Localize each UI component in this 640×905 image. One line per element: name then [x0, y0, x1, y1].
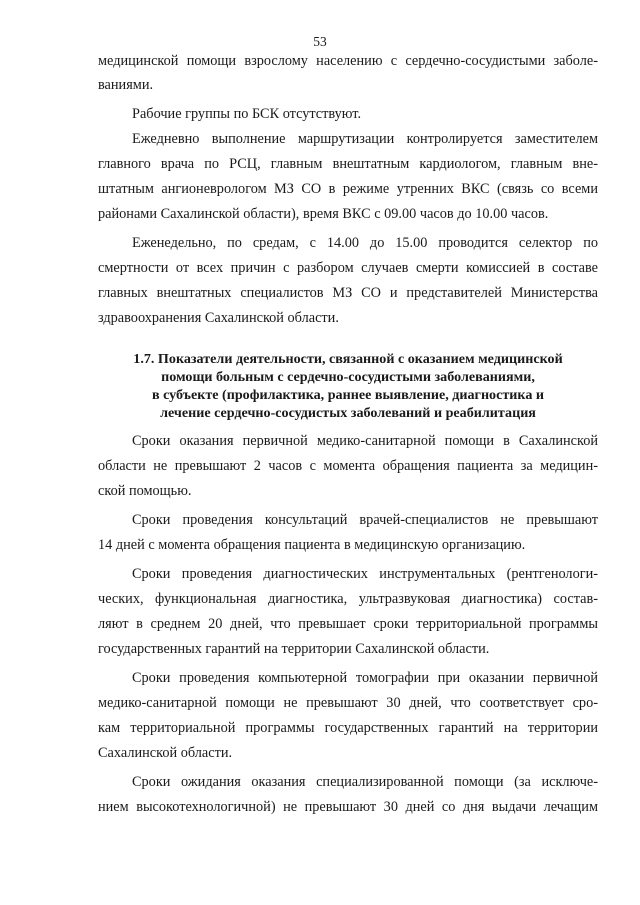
- text-line: кам территориальной программы государственных гарантий на территории: [98, 720, 598, 736]
- text-line: Ежедневно выполнение маршрутизации контролируется заместителем: [132, 131, 598, 147]
- text-line: главных внештатных специалистов МЗ СО и представителей Министерства: [98, 285, 598, 301]
- text-line: 14 дней с момента обращения пациента в медицинскую организацию.: [98, 537, 526, 553]
- text-line: Сахалинской области.: [98, 745, 233, 761]
- section-heading-line: 1.7. Показатели деятельности, связанной с оказанием медицинской: [133, 351, 563, 367]
- text-line: государственных гарантий на территории Сахалинской области.: [98, 641, 490, 657]
- text-line: Рабочие группы по БСК отсутствуют.: [132, 106, 362, 122]
- text-line: ческих, функциональная диагностика, ультразвуковая диагностика) состав-: [98, 591, 598, 607]
- text-line: медико-санитарной помощи не превышают 30 дней, что соответствует сро-: [98, 695, 598, 711]
- text-line: медицинской помощи взрослому населению с сердечно-сосудистыми заболе-: [98, 53, 598, 69]
- text-line: Сроки проведения компьютерной томографии при оказании первичной: [132, 670, 598, 686]
- text-line: ской помощью.: [98, 483, 192, 499]
- text-line: главного врача по РСЦ, главным внештатным кардиологом, главным вне-: [98, 156, 598, 172]
- text-line: ляют в среднем 20 дней, что превышает сроки территориальной программы: [98, 616, 598, 632]
- text-line: смертности от всех причин с разбором случаев смерти комиссией в составе: [98, 260, 598, 276]
- text-line: Сроки проведения консультаций врачей-специалистов не превышают: [132, 512, 598, 528]
- text-line: нием высокотехнологичной) не превышают 30 дней со дня выдачи лечащим: [98, 799, 598, 815]
- text-line: ваниями.: [98, 77, 154, 93]
- text-line: Сроки ожидания оказания специализированной помощи (за исключе-: [132, 774, 598, 790]
- text-line: районами Сахалинской области), время ВКС с 09.00 часов до 10.00 часов.: [98, 206, 549, 222]
- text-line: области не превышают 2 часов с момента обращения пациента за медицин-: [98, 458, 598, 474]
- text-line: Еженедельно, по средам, с 14.00 до 15.00 проводится селектор по: [132, 235, 598, 251]
- text-line: здравоохранения Сахалинской области.: [98, 310, 339, 326]
- text-line: Сроки проведения диагностических инструментальных (рентгенологи-: [132, 566, 598, 582]
- section-heading-line: в субъекте (профилактика, раннее выявление, диагностика и: [151, 387, 545, 403]
- section-heading-line: лечение сердечно-сосудистых заболеваний и реабилитация: [160, 405, 536, 421]
- page-number: 53: [313, 34, 327, 49]
- section-heading-line: помощи больным с сердечно-сосудистыми заболеваниями,: [161, 369, 535, 385]
- text-line: штатным ангионеврологом МЗ СО в режиме утренних ВКС (связь со всеми: [98, 181, 598, 197]
- text-line: Сроки оказания первичной медико-санитарной помощи в Сахалинской: [132, 433, 598, 449]
